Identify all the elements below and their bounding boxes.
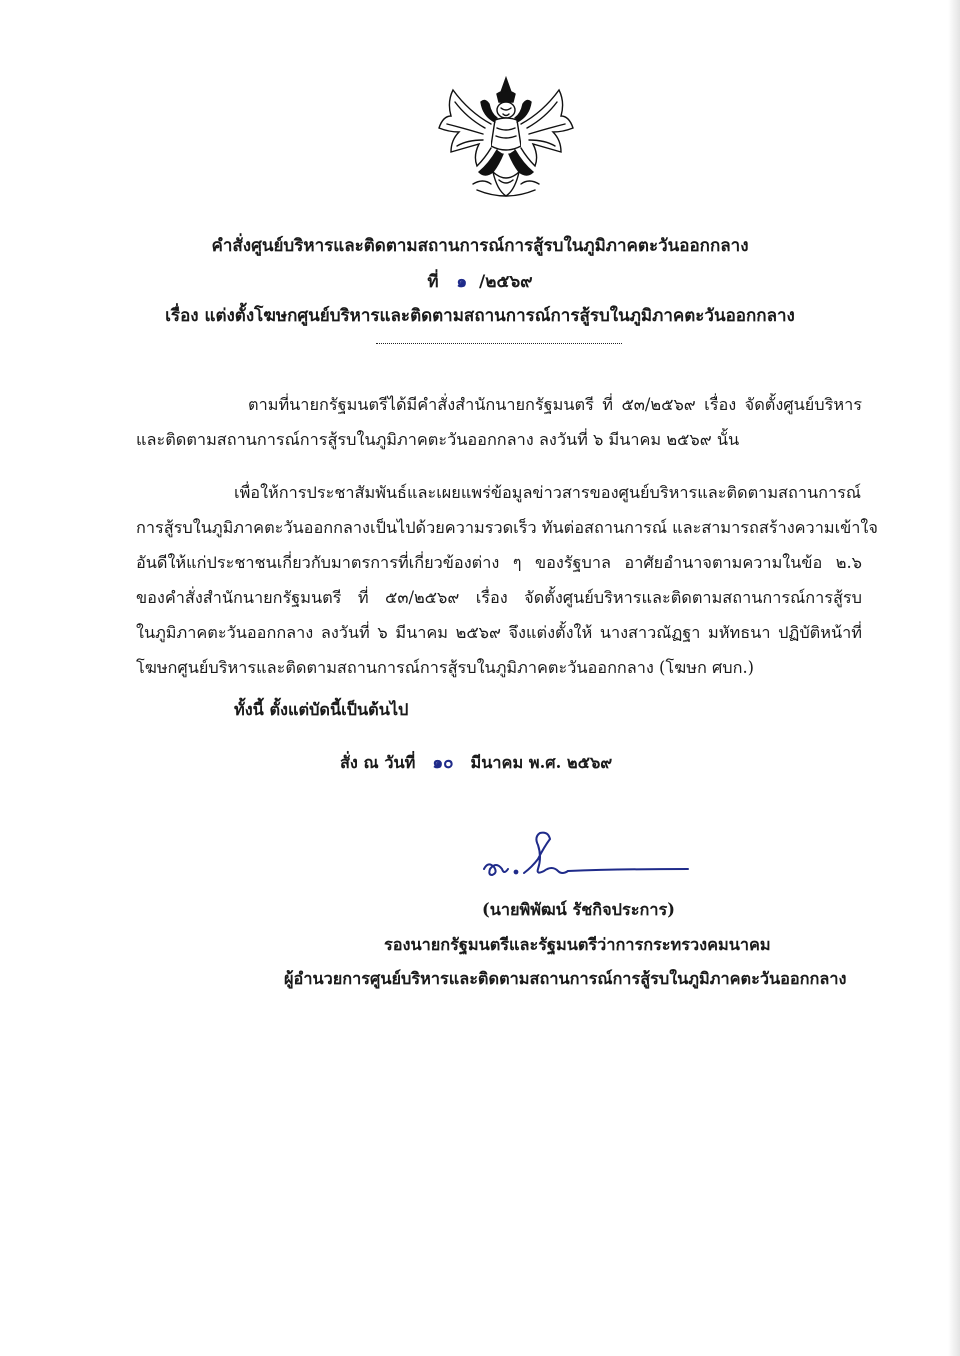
order-number-line xyxy=(0,268,960,295)
para2-line-3: อันดีให้แก่ประชาชนเกี่ยวกับมาตรการที่เกี่ยวข้องต่าง ๆ ของรัฐบาล อาศัยอำนาจตามความในข้อ ๒.๖ xyxy=(136,553,862,572)
order-number-handwritten: ๑ xyxy=(456,272,468,292)
date-line xyxy=(340,749,612,776)
para2-line-2: การสู้รบในภูมิภาคตะวันออกกลางเป็นไปด้วยความรวดเร็ว ทันต่อสถานการณ์ และสามารถสร้างความเข้าใจ xyxy=(136,518,878,537)
signatory-position-2: ผู้อำนวยการศูนย์บริหารและติดตามสถานการณ์การสู้รบในภูมิภาคตะวันออกกลาง xyxy=(284,969,847,988)
para2-line-5: ในภูมิภาคตะวันออกกลาง ลงวันที่ ๖ มีนาคม ๒๕๖๙ จึงแต่งตั้งให้ นางสาวณัฏฐา มหัทธนา ปฏิบัติหน้าที่ xyxy=(136,623,862,642)
date-day-handwritten: ๑๐ xyxy=(432,753,454,773)
handwritten-signature xyxy=(478,825,693,893)
order-title: คำสั่งศูนย์บริหารและติดตามสถานการณ์การสู้รบในภูมิภาคตะวันออกกลาง xyxy=(211,236,749,256)
order-subject: เรื่อง แต่งตั้งโฆษกศูนย์บริหารและติดตามสถานการณ์การสู้รบในภูมิภาคตะวันออกกลาง xyxy=(165,306,795,326)
date-suffix: มีนาคม พ.ศ. ๒๕๖๙ xyxy=(470,753,613,772)
para1-line-2: และติดตามสถานการณ์การสู้รบในภูมิภาคตะวันออกกลาง ลงวันที่ ๖ มีนาคม ๒๕๖๙ นั้น xyxy=(136,430,740,449)
garuda-emblem-icon xyxy=(433,72,579,206)
para2-line-4: ของคำสั่งสำนักนายกรัฐมนตรี ที่ ๕๓/๒๕๖๙ เรื่อง จัดตั้งศูนย์บริหารและติดตามสถานการณ์การสู้รบ xyxy=(136,588,862,607)
closing-line: ทั้งนี้ ตั้งแต่บัดนี้เป็นต้นไป xyxy=(234,700,409,719)
order-number-label: ที่ xyxy=(427,272,439,292)
separator-dotted-line xyxy=(376,342,622,344)
signatory-position-1: รองนายกรัฐมนตรีและรัฐมนตรีว่าการกระทรวงคมนาคม xyxy=(384,935,771,954)
signatory-name: (นายพิพัฒน์ รัชกิจประการ) xyxy=(482,900,675,919)
para1-line-1: ตามที่นายกรัฐมนตรีได้มีคำสั่งสำนักนายกรัฐมนตรี ที่ ๕๓/๒๕๖๙ เรื่อง จัดตั้งศูนย์บริหาร xyxy=(248,395,862,414)
date-prefix: สั่ง ณ วันที่ xyxy=(340,753,416,772)
para2-line-6: โฆษกศูนย์บริหารและติดตามสถานการณ์การสู้รบในภูมิภาคตะวันออกกลาง (โฆษก ศบก.) xyxy=(136,658,755,677)
para2-line-1: เพื่อให้การประชาสัมพันธ์และเผยแพร่ข้อมูลข่าวสารของศูนย์บริหารและติดตามสถานการณ์ xyxy=(234,483,861,502)
order-number-year: /๒๕๖๙ xyxy=(479,272,533,292)
page-edge-shadow xyxy=(948,0,960,1356)
